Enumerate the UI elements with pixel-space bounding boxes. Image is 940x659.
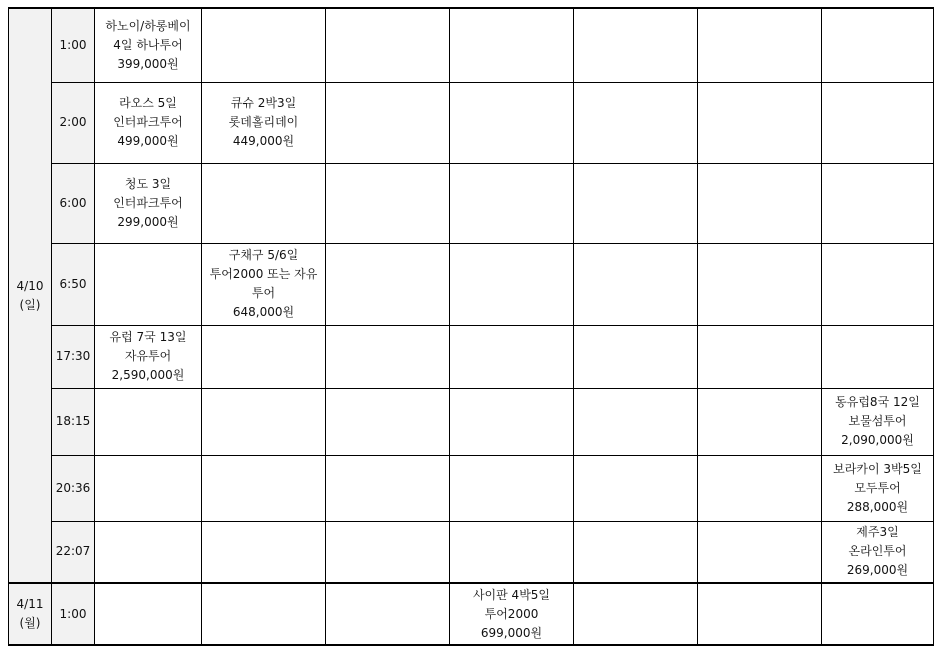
empty-cell	[450, 82, 574, 163]
weekday-label: (월)	[19, 616, 41, 630]
tour-entry-cell	[202, 243, 326, 325]
tour-text: 투어2000 또는 자유	[209, 267, 318, 281]
empty-cell	[822, 583, 934, 645]
tour-text: 제주3일	[856, 525, 899, 540]
empty-cell	[698, 8, 822, 82]
empty-cell	[698, 243, 822, 325]
time-cell: 2:00	[52, 82, 95, 163]
empty-cell	[202, 521, 326, 583]
schedule-row	[9, 583, 934, 645]
empty-cell	[574, 583, 698, 645]
tour-price: 269,000원	[846, 563, 909, 578]
tour-text: 청도 3일	[124, 176, 172, 191]
empty-cell	[574, 325, 698, 388]
empty-cell	[95, 521, 202, 583]
empty-cell	[822, 325, 934, 388]
empty-cell	[450, 8, 574, 82]
tour-text: 인터파크투어	[113, 195, 183, 210]
empty-cell	[822, 163, 934, 243]
time-cell: 6:50	[52, 243, 95, 325]
tour-price: 2,090,000원	[841, 433, 914, 447]
tour-text: 라오스 5일	[119, 96, 177, 110]
schedule-row	[9, 163, 934, 243]
empty-cell	[326, 325, 450, 388]
empty-cell	[95, 455, 202, 521]
empty-cell	[574, 243, 698, 325]
tour-text: 보라카이 3박5일	[833, 461, 922, 476]
empty-cell	[698, 521, 822, 583]
empty-cell	[202, 163, 326, 243]
empty-cell	[698, 583, 822, 645]
empty-cell	[574, 8, 698, 82]
empty-cell	[202, 455, 326, 521]
time-cell: 20:36	[52, 455, 95, 521]
time-cell: 22:07	[52, 521, 95, 583]
tour-text: 4일 하나투어	[113, 37, 183, 52]
empty-cell	[326, 163, 450, 243]
empty-cell	[574, 82, 698, 163]
tour-schedule-table	[8, 7, 934, 646]
empty-cell	[326, 455, 450, 521]
empty-cell	[326, 521, 450, 583]
time-cell: 17:30	[52, 325, 95, 388]
tour-entry-cell	[95, 8, 202, 82]
empty-cell	[95, 583, 202, 645]
empty-cell	[698, 163, 822, 243]
tour-price: 299,000원	[117, 214, 179, 229]
empty-cell	[822, 243, 934, 325]
schedule-row	[9, 243, 934, 325]
empty-cell	[326, 583, 450, 645]
empty-cell	[95, 388, 202, 455]
tour-text: 온라인투어	[848, 544, 907, 559]
tour-price: 288,000원	[846, 499, 909, 514]
tour-text: 구채구 5/6일	[228, 248, 299, 262]
tour-text: 하노이/하롱베이	[105, 18, 191, 33]
empty-cell	[450, 455, 574, 521]
date-label: 4/11	[16, 597, 44, 611]
schedule-row	[9, 8, 934, 82]
empty-cell	[450, 521, 574, 583]
empty-cell	[202, 583, 326, 645]
empty-cell	[574, 521, 698, 583]
empty-cell	[202, 8, 326, 82]
empty-cell	[95, 243, 202, 325]
schedule-row	[9, 82, 934, 163]
empty-cell	[450, 163, 574, 243]
tour-entry-cell	[95, 325, 202, 388]
time-cell: 6:00	[52, 163, 95, 243]
empty-cell	[326, 243, 450, 325]
empty-cell	[326, 388, 450, 455]
empty-cell	[698, 325, 822, 388]
schedule-table-wrapper	[8, 7, 934, 646]
tour-text: 인터파크투어	[113, 115, 183, 129]
tour-text: 보물섬투어	[848, 414, 907, 428]
time-cell: 1:00	[52, 8, 95, 82]
tour-text: 유럽 7국 13일	[109, 330, 187, 344]
date-label: 4/10	[16, 278, 44, 293]
tour-entry-cell	[95, 163, 202, 243]
empty-cell	[326, 82, 450, 163]
empty-cell	[202, 325, 326, 388]
tour-entry-cell	[202, 82, 326, 163]
empty-cell	[450, 243, 574, 325]
tour-price: 399,000원	[117, 56, 179, 71]
tour-entry-cell	[822, 388, 934, 455]
schedule-row	[9, 325, 934, 388]
tour-price: 648,000원	[232, 305, 295, 319]
tour-price: 449,000원	[232, 134, 295, 148]
empty-cell	[822, 82, 934, 163]
tour-text: 투어2000	[484, 606, 539, 621]
date-cell	[9, 583, 52, 645]
empty-cell	[698, 388, 822, 455]
tour-price: 499,000원	[117, 134, 179, 148]
empty-cell	[450, 388, 574, 455]
tour-entry-cell	[95, 82, 202, 163]
tour-price: 2,590,000원	[111, 368, 185, 382]
tour-entry-cell	[450, 583, 574, 645]
tour-text: 자유투어	[124, 349, 172, 363]
empty-cell	[202, 388, 326, 455]
empty-cell	[698, 82, 822, 163]
tour-text: 투어	[251, 286, 276, 300]
schedule-row	[9, 521, 934, 583]
empty-cell	[574, 163, 698, 243]
tour-text: 모두투어	[854, 480, 901, 495]
tour-text: 큐슈 2박3일	[230, 96, 297, 110]
time-cell: 1:00	[52, 583, 95, 645]
empty-cell	[822, 8, 934, 82]
tour-text: 동유럽8국 12일	[835, 395, 920, 409]
tour-text: 사이판 4박5일	[472, 587, 551, 602]
tour-entry-cell	[822, 455, 934, 521]
tour-price: 699,000원	[480, 625, 543, 640]
schedule-row	[9, 455, 934, 521]
empty-cell	[326, 8, 450, 82]
date-cell	[9, 8, 52, 583]
tour-text: 롯데홀리데이	[228, 115, 299, 129]
tour-entry-cell	[822, 521, 934, 583]
empty-cell	[574, 455, 698, 521]
empty-cell	[698, 455, 822, 521]
schedule-row	[9, 388, 934, 455]
time-cell: 18:15	[52, 388, 95, 455]
empty-cell	[450, 325, 574, 388]
empty-cell	[574, 388, 698, 455]
weekday-label: (일)	[19, 297, 41, 312]
